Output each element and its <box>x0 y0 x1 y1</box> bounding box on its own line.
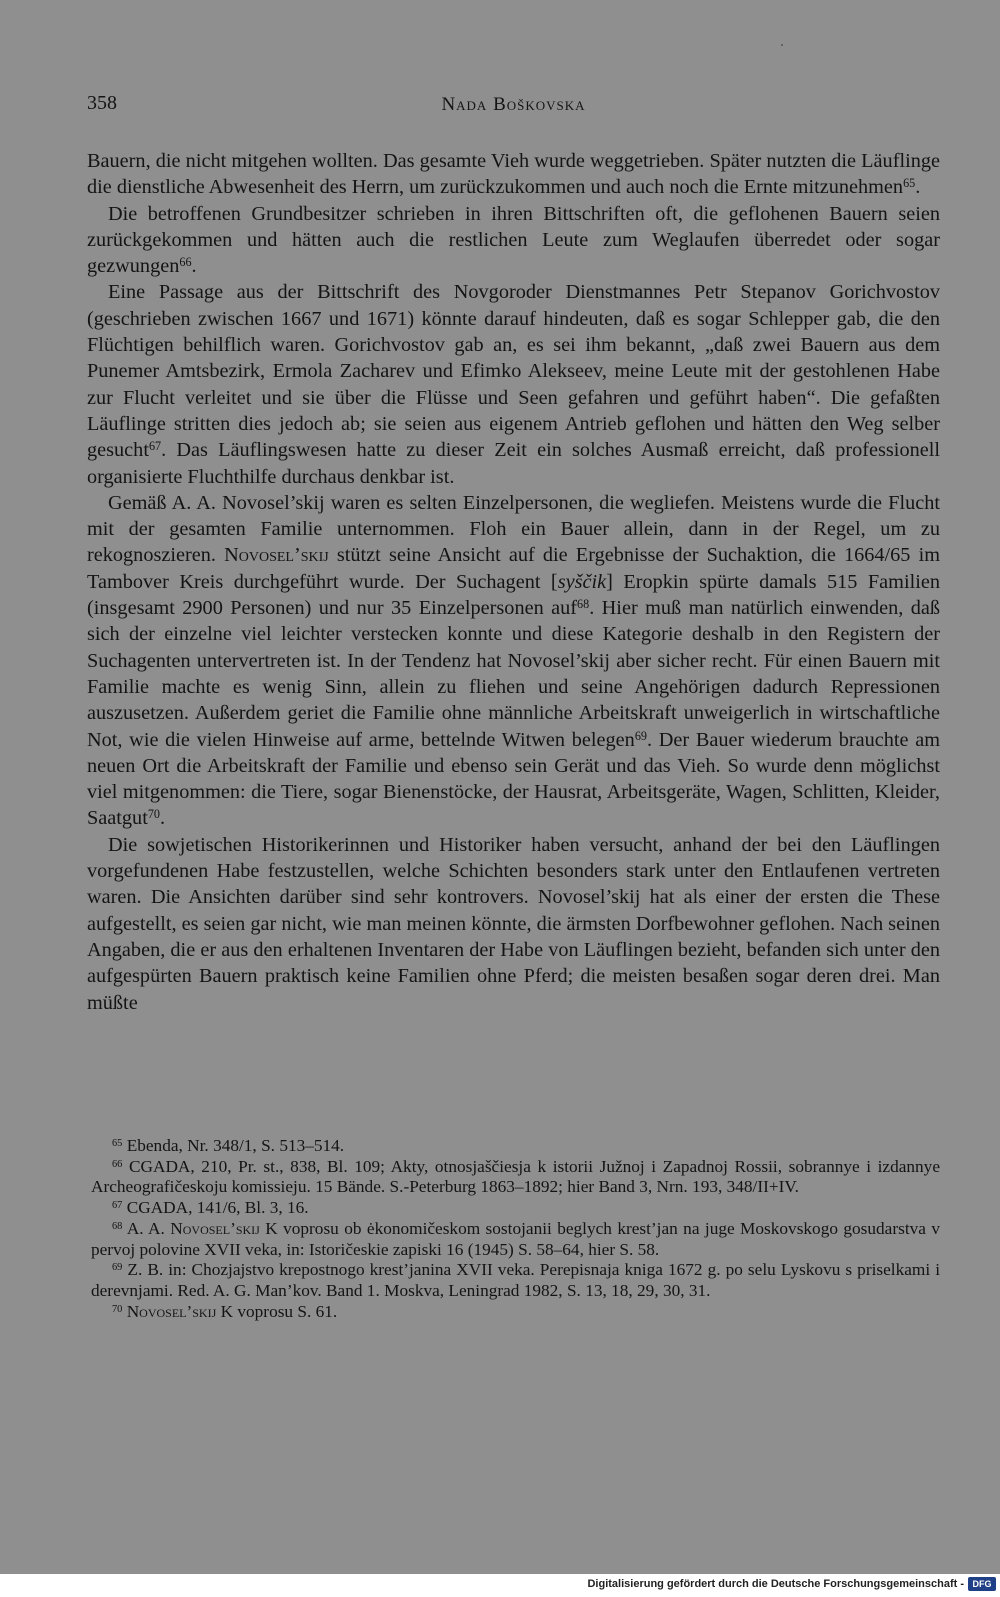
paragraph <box>87 148 940 201</box>
footnote-ref: 66 <box>179 255 192 270</box>
text-run: A. A. <box>126 1218 171 1238</box>
text-run: Die sowjetischen Historikerinnen und Historiker haben versucht, anhand der bei den Läuflingen vorgefundenen Habe festzustellen, welche Schichten besonders stark unter den Entlaufenen vertreten waren. Die Ansichten darüber sind sehr kontrovers. Novosel’skij hat als einer der ersten die These aufgestellt, es seien gar nicht, wie man meinen könnte, die ärmsten Dorfbewohner geflohen. Nach seinen Angaben, die er aus den erhaltenen Inventaren der Habe von Läuflingen bezieht, befanden sich unter den aufgespürten Bauern praktisch keine Familien ohne Pferd; die meisten besaßen sogar deren drei. Man müßte <box>87 833 940 1014</box>
text-run: Bauern, die nicht mitgehen wollten. Das gesamte Vieh wurde weggetrieben. Später nutzten die Läuflinge die dienstliche Abwesenheit des Herrn, um zurückzukommen und auch noch die Ernte mitzunehmen <box>87 150 940 199</box>
footnote-ref: 69 <box>634 728 647 743</box>
running-head <box>87 92 940 122</box>
text-run: . Hier muß man natürlich einwenden, daß sich der einzelne viel leichter verstecken konnte und diese Kategorie deshalb in den Registern der Suchagenten untervertreten ist. In der Tendenz hat Novosel’skij aber sicher recht. Für einen Bauern mit Familie machte es wenig Sinn, allein zu fliehen und seine Angehörigen dadurch Repressionen auszusetzen. Außerdem geriet die Familie ohne männliche Arbeitskraft unweigerlich in wirtschaftliche Not, wie die vielen Hinweise auf arme, bettelnde Witwen belegen <box>87 597 940 751</box>
footnote <box>91 1219 940 1260</box>
footnote-number: 66 <box>112 1158 123 1170</box>
footnote <box>91 1157 940 1198</box>
footnote <box>91 1302 940 1323</box>
italic-term: syščik <box>557 570 607 593</box>
text-run: . <box>160 807 166 830</box>
footnotes <box>91 1136 940 1322</box>
text-run: Z. B. in: Chozjajstvo krepostnogo krest’janina XVII veka. Perepisnaja kniga 1672 g. po selu Lyskovu s priselkami i derevnjami. Red. A. G. Man’kov. Band 1. Moskva, Leningrad 1982, S. 13, 18, 29, 30, 31. <box>91 1260 940 1300</box>
paragraph <box>87 201 940 280</box>
footnote-ref: 65 <box>903 176 916 191</box>
dfg-logo-icon: DFG <box>968 1577 996 1591</box>
digitization-footer <box>0 1574 1000 1597</box>
text-run: K voprosu S. 61. <box>216 1301 338 1321</box>
footnote-number: 69 <box>112 1262 123 1274</box>
footnote-ref: 68 <box>577 596 590 611</box>
author-header: Nada Boškovska <box>441 94 586 115</box>
text-run: CGADA, 210, Pr. st., 838, Bl. 109; Akty, otnosjaščiesja k istorii Južnoj i Zapadnoj Rossii, sobrannye i izdannye Archeografičeskoju komissieju. 15 Bände. S.-Peterburg 1863–1892; hier Band 3, Nrn. 193, 348/II+IV. <box>91 1156 940 1197</box>
author-name-smallcaps: Novosel’skij <box>126 1301 217 1321</box>
text-run: Eine Passage aus der Bittschrift des Novgoroder Dienstmannes Petr Stepanov Gorichvostov (geschrieben zwischen 1667 und 1671) könnte darauf hindeuten, daß es sogar Schlepper gab, die den Flüchtigen behilflich waren. Gorichvostov gab an, es sei ihm bekannt, „daß zwei Bauern aus dem Punemer Amtsbezirk, Ermola Zacharev und Efimko Alekseev, meine Leute mit der gestohlenen Habe zur Flucht verleitet und sie über die Flüsse und Seen gefahren und geführt haben“. Die gefaßten Läuflinge stritten dies jedoch ab; sie seien aus eigenem Antrieb geflohen und hätten den Weg selber gesucht <box>87 281 940 462</box>
text-run: Die betroffenen Grundbesitzer schrieben in ihren Bittschriften oft, die geflohenen Bauern seien zurückgekommen und hätten auch die restlichen Leute zum Weglaufen überredet oder sogar gezwungen <box>87 202 940 278</box>
footnote-ref: 67 <box>148 439 162 454</box>
scan-speck <box>781 44 783 46</box>
text-run: K voprosu ob ėkonomičeskom sostojanii beglych krest’jan na juge Moskovskogo gosudarstva v pervoj polovine XVII veka, in: Istoričeskie zapiski 16 (1945) S. 58–64, hier S. 58. <box>91 1218 940 1259</box>
text-run: Gemäß A. A. Novosel’skij waren es selten Einzelpersonen, die wegliefen. Meistens wurde die Flucht mit der gesamten Familie unternommen. Floh ein Bauer allein, dann in der Regel, um zu rekognoszieren. <box>87 491 940 567</box>
author-name-smallcaps: Novosel’skij <box>224 544 329 567</box>
footnote <box>91 1198 940 1219</box>
funding-credit: Digitalisierung gefördert durch die Deutsche Forschungsgemeinschaft - <box>587 1578 964 1590</box>
text-run: Ebenda, Nr. 348/1, S. 513–514. <box>126 1136 345 1155</box>
text-run: . <box>915 176 921 199</box>
footnote-number: 70 <box>112 1303 123 1315</box>
footnote-number: 68 <box>112 1220 123 1232</box>
footnote-ref: 70 <box>147 807 160 822</box>
main-text <box>87 148 940 1016</box>
page-number: 358 <box>87 92 117 114</box>
footnote-number: 65 <box>112 1137 123 1149</box>
paragraph <box>87 832 940 1016</box>
text-run: . <box>191 255 197 278</box>
footnote-number: 67 <box>112 1199 123 1211</box>
footnote <box>91 1260 940 1301</box>
paragraph <box>87 490 940 832</box>
text-run: stützt seine Ansicht auf die Ergebnisse der Suchaktion, die 1664/65 im Tambover Kreis durchgeführt wurde. Der Suchagent [ <box>87 544 940 593</box>
author-name-smallcaps: Novosel’skij <box>170 1218 260 1238</box>
text-run: . Das Läuflingswesen hatte zu dieser Zeit ein solches Ausmaß erreicht, daß professionell organisierte Fluchthilfe durchaus denkbar ist. <box>87 439 940 488</box>
footnote <box>91 1136 940 1157</box>
text-run: CGADA, 141/6, Bl. 3, 16. <box>126 1198 309 1218</box>
text-run: . Der Bauer wiederum brauchte am neuen Ort die Arbeitskraft der Familie und ebenso sein Gerät und das Vieh. So wurde denn möglichst viel mitgenommen: die Tiere, sogar Bienenstöcke, der Hausrat, Arbeitsgeräte, Wagen, Schlitten, Kleider, Saatgut <box>87 728 940 830</box>
text-run: ] Eropkin spürte damals 515 Familien (insgesamt 2900 Personen) und nur 35 Einzelpersonen auf <box>87 570 940 620</box>
paragraph <box>87 279 940 489</box>
